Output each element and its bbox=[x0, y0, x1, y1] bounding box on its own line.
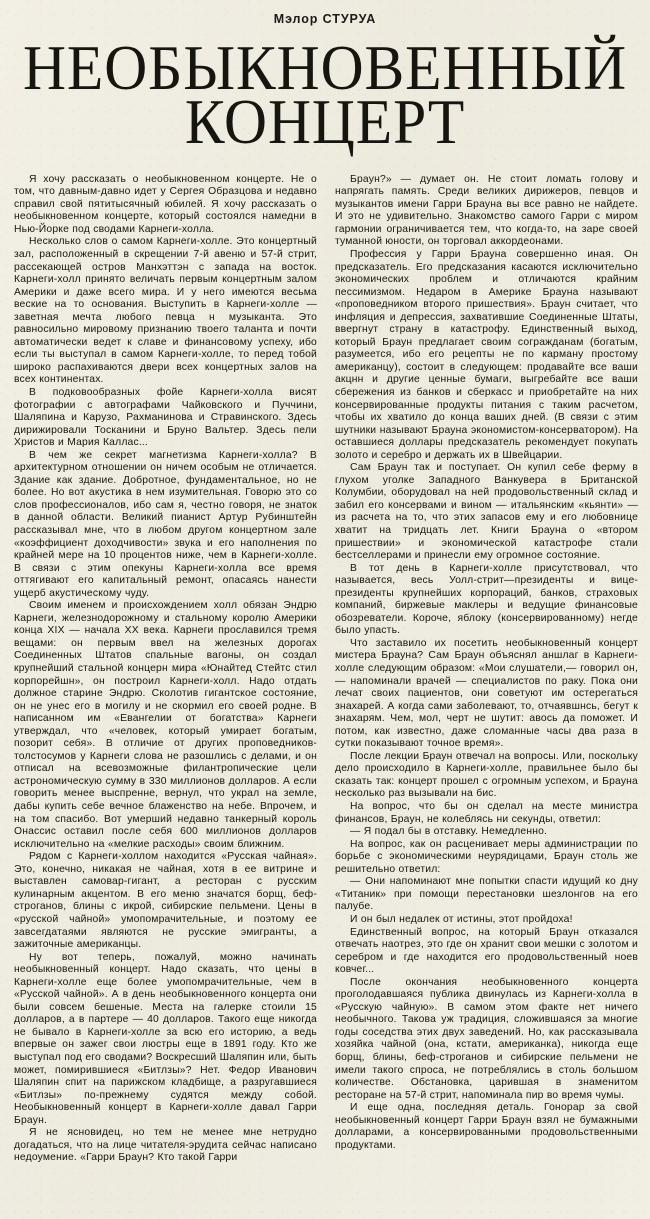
paragraph: Сам Браун так и поступает. Он купил себе ферму в глухом уголке Западного Ванкувера в Британской Колумбии, оборудовал на ней продовольственный склад и забил его консервами и вином — итальянским «кьянти» — из расчета на то, что этих запасов ему и его любовнице хватит на тридцать лет. Книги Брауна о «втором пришествии» и экономической катастрофе стали бестселлерами и принесли ему огромное состояние. bbox=[335, 462, 638, 562]
text-column-left bbox=[14, 174, 317, 1165]
headline-line-one: НЕОБЫКНОВЕННЫЙ bbox=[22, 31, 628, 103]
paragraph: Я не ясновидец, но тем не менее мне нетрудно догадаться, что на лице читателя-эрудита сейчас написано недоумение. «Гарри Браун? Кто такой Гарри bbox=[14, 1127, 317, 1164]
paragraph: Единственный вопрос, на который Браун отказался отвечать наотрез, это где он хранит свои мешки с золотом и серебром и где находится его продовольственный ноев ковчег... bbox=[335, 926, 638, 976]
paragraph: После окончания необыкновенного концерта проголодавшаяся публика двинулась из Карнеги-холла в «Русскую чайную». В самом этом факте нет ничего необычного. Такова уж традиция, сложившаяся за многие годы соседства этих двух заведений. Но, как рассказывала хозяйка чайной (она, кстати, американка), никогда еще борщ, блины, беф-строганов и сибирские пельмени не имели такого спроса, не потреблялись в столь большом количестве. Обстановка, царившая в знаменитом ресторане на 57-й стрит, напоминала пир во время чумы. bbox=[335, 976, 638, 1101]
paragraph: Браун?» — думает он. Не стоит ломать голову и напрягать память. Среди великих дирижеров, певцов и музыкантов имени Гарри Брауна вы все равно не найдете. И это не удивительно. Знакомство самого Гарри с миром гармонии ограничивается тем, что когда-то, на заре своей туманной юности, он торговал аккордеонами. bbox=[335, 173, 638, 248]
paragraph: Своим именем и происхождением холл обязан Эндрю Карнеги, железнодорожному и стальному королю Америки конца XIX — начала XX века. Карнеги прославился тремя вещами: он первым ввел на железных дорогах Соединенных Штатов спальные вагоны, он создал крупнейший стальной концерн мира «Юнайтед Стейтс стил корпорейшн», он построил Карнеги-холл. Надо отдать должное старине Эндрю. Сколотив гигантское состояние, он не унес его в могилу и не скормил его своей родне. В написанном им «Евангелии от богатства» Карнеги утверждал, что «человек, который умирает богатым, позорит себя». В отличие от других проповедников-толстосумов у Карнеги слова не разошлись с делами, и он отписал на всевозможные филантропические цели астрономическую сумму в 330 миллионов долларов. А если говорить менее выспренне, вернул, что украл на земле, дабы купить себе вечное блаженство на небе. Впрочем, и на том спасибо. Вот умерший недавно танкерный король Онассис оставил после себя 600 миллионов долларов исключительно на «мелкие расходы» своим ближним. bbox=[14, 600, 317, 850]
paragraph: И он был недалек от истины, этот пройдоха! bbox=[350, 913, 573, 925]
author-byline: Мэлор СТУРУА bbox=[273, 12, 377, 26]
paragraph: Несколько слов о самом Карнеги-холле. Это концертный зал, расположенный в скрещении 7-й авеню и 57-й стрит, рассекающей остров Манхэттэн с запада на восток. Карнеги-холл принято величать первым концертным залом Америки и даже всего мира. И у него имеются весьма веские на то основания. Выступить в Карнеги-холле — заветная мечта любого певца н музыканта. Это равносильно мировому признанию твоего таланта и почти автоматически ведет к славе и финансовому успеху, ибо если ты выступал в самом Карнеги-холле, то перед тобой широко распахиваются двери всех концертных залов на всех континентах. bbox=[14, 236, 317, 386]
paragraph: В тот день в Карнеги-холле присутствовал, что называется, весь Уолл-стрит—президенты и вице-президенты крупнейших корпораций, банков, страховых компаний, биржевые маклеры и ведущие финансовые обозреватели. Короче, яблоку (консервированному) негде было упасть. bbox=[335, 562, 638, 637]
paragraph: На вопрос, что бы он сделал на месте министра финансов, Браун, не колеблясь ни секунды, ответил: bbox=[335, 801, 638, 825]
paragraph: После лекции Браун отвечал на вопросы. Или, поскольку дело происходило в Карнеги-холле, правильнее было бы сказать так: концерт прошел с огромным успехом, и Брауна несколько раз вызывали на бис. bbox=[335, 750, 638, 800]
paragraph: Ну вот теперь, пожалуй, можно начинать необыкновенный концерт. Надо сказать, что цены в Карнеги-холле еще более умопомрачительные, чем в «Русской чайной». А в день необыкновенного концерта они были совсем бешеные. Места на галерке стоили 15 долларов, а в партере — 40 долларов. Такого еще никогда не бывало в Карнеги-холле за всю его историю, а ведь впервые он зажег свои люстры еще в 1891 году. Кто же выступал под его сводами? Воскресший Шаляпин или, быть может, помирившиеся «Битлзы»? Нет. Федор Иванович Шаляпин спит на парижском кладбище, а разругавшиеся «Битлзы» по-прежнему судятся между собой. Необыкновенный концерт в Карнеги-холле давал Гарри Браун. bbox=[14, 951, 317, 1126]
page-title bbox=[0, 31, 650, 158]
paragraph-dialogue: — Я подал бы в отставку. Немедленно. bbox=[350, 826, 548, 838]
paragraph: И еще одна, последняя деталь. Гонорар за свой необыкновенный концерт Гарри Браун взял не бумажными долларами, а консервированными продовольственными продуктами. bbox=[335, 1102, 638, 1151]
paragraph: Профессия у Гарри Брауна совершенно иная. Он предсказатель. Его предсказания касаются исключительно экономических проблем и отличаются крайним пессимизмом. Недаром в Америке Брауна называют «проповедником второго пришествия». Браун считает, что инфляция и депрессия, захватившие Соединенные Штаты, ввергнут страну в катастрофу. Единственный выход, который Браун предлагает своим согражданам (богатым, разумеется, ибо его рецепты не по карману простому американцу), состоит в следующем: продавайте все ваши акцнн и другие ценные бумаги, выгребайте все ваши сбережения из банков и сберкасс и приобретайте на них консервированные продукты питания с таким расчетом, чтобы их хватило до конца ваших дней. (В связи с этим шутники называют Брауна экономистом-консерватором). На оставшиеся доллары предсказатель рекомендует покупать золото и серебро и держать их в Швейцарии. bbox=[335, 248, 638, 461]
paragraph: Что заставило их посетить необыкновенный концерт мистера Брауна? Сам Браун объяснял аншлаг в Карнеги-холле следующим образом: «Мои слушатели,— говорил он,— напоминали врачей — специалистов по раку. Пока они лечат своих пациентов, они советуют им остерегаться знахарей. А когда сами заболевают, то, отчаявшнсь, бегут к знахарям. Чем, мол, черт не шутит: авось да поможет. И потом, как известно, даже сломанные часы два раза в сутки показывают точное время». bbox=[335, 637, 638, 750]
text-column-right bbox=[335, 174, 638, 1153]
headline-line-two: КОНЦЕРТ bbox=[184, 86, 466, 158]
paragraph: Рядом с Карнеги-холлом находится «Русская чайная». Это, конечно, никакая не чайная, хотя в ее витрине и выставлен самовар-гигант, а ресторан с русским кулинарным акцентом. В его меню значатся борщ, беф-строганов, блины с икрой, сибирские пельмени. Цены в «русской чайной» умопомрачительные, и поэтому ее завсегдатаями являются не русские эмигранты, а зажиточные американцы. bbox=[14, 851, 317, 951]
paragraph: На вопрос, как он расценивает меры администрации по борьбе с экономическими неурядицами, Браун столь же решительно ответил: bbox=[335, 838, 638, 875]
paragraph: В чем же секрет магнетизма Карнеги-холла? В архитектурном отношении он ничем особым не отличается. Здание как здание. Добротное, фундаментальное, но не более. Но вот акустика в нем изумительная. Говорю это со слов профессионалов, ибо сам я, честно говоря, не знаток в данной области. Великий пианист Артур Рубинштейн рассказывал мне, что в любом другом концертном зале «коэффициент доходчивости» звука и его наполнения по крайней мере на 10 процентов ниже, чем в Карнеги-холле. В связи с этим опекуны Карнеги-холла все время оттягивают его капитальный ремонт, опасаясь нанести ущерб акустическому чуду. bbox=[14, 449, 317, 599]
paragraph-dialogue: — Они напоминают мне попытки спасти идущий ко дну «Титаник» при помощи перестановки шезлонгов на его палубе. bbox=[335, 876, 638, 913]
masthead bbox=[0, 0, 650, 158]
paragraph: Я хочу рассказать о необыкновенном концерте. Не о том, что давным-давно идет у Сергея Образцова и недавно справил свой пятитысячный юбилей. Я хочу рассказать о необыкновенном концерте, который состоялся намедни в Нью-Йорке под сводами Карнеги-холла. bbox=[14, 173, 317, 235]
paragraph: В подковообразных фойе Карнеги-холла висят фотографии с автографами Чайковского и Пуччини, Шаляпина и Карузо, Рахманинова и Стравинского. Здесь дирижировали Тосканини и Бруно Вальтер. Здесь пели Христов и Мария Каллас... bbox=[14, 386, 317, 449]
article-body bbox=[0, 174, 650, 1165]
